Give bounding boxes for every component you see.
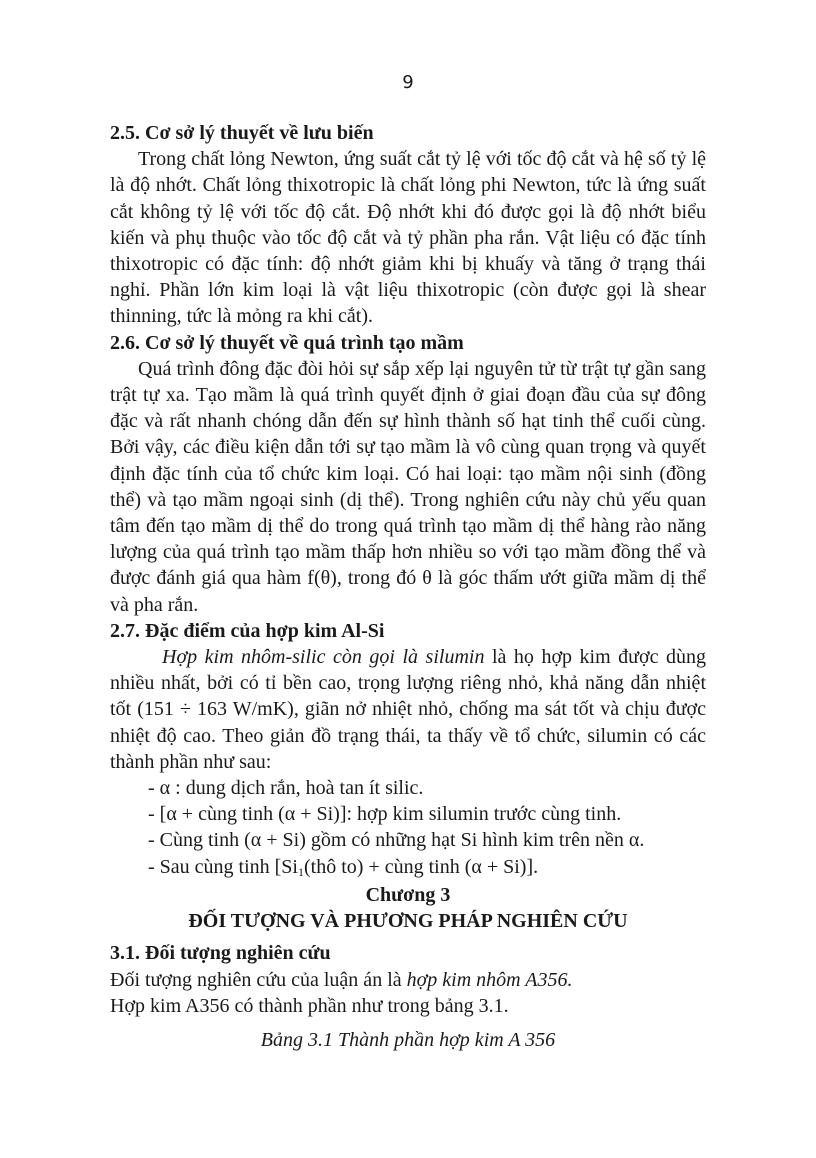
section-2-5-heading: 2.5. Cơ sở lý thuyết về lưu biến (110, 122, 374, 144)
italic-phrase: hợp kim nhôm A356. (406, 968, 573, 991)
line-text: Đối tượng nghiên cứu của luận án là (110, 968, 407, 991)
paragraph-rest: là họ hợp kim được dùng nhiều nhất, bởi có tỉ bền cao, trọng lượng riêng nhỏ, khả năng dẫn nhiệt tốt (151 ÷ 163 W/mK), giãn nở nhiệt nhỏ, chống ma sát tốt và chịu được nhiệt độ cao. Theo giản đồ trạng thái, ta thấy về tổ chức, silumin có các thành phần như sau: (110, 646, 706, 773)
section-2-5-paragraph: Trong chất lỏng Newton, ứng suất cắt tỷ lệ với tốc độ cắt và hệ số tỷ lệ là độ nhớt. Chất lỏng thixotropic là chất lỏng phi Newton, tức là ứng suất cắt không tỷ lệ với tốc độ cắt. Độ nhớt khi đó được gọi là độ nhớt biểu kiến và phụ thuộc vào tốc độ cắt và tỷ phần pha rắn. Vật liệu có đặc tính thixotropic có đặc tính: độ nhớt giảm khi bị khuấy và tăng ở trạng thái nghỉ. Phần lớn kim loại là vật liệu thixotropic (còn được gọi là shear thinning, tức là mỏng ra khi cắt). (110, 148, 706, 328)
chapter-title: ĐỐI TƯỢNG VÀ PHƯƠNG PHÁP NGHIÊN CỨU (188, 910, 628, 933)
italic-phrase: Hợp kim nhôm-silic còn gọi là silumin (162, 646, 485, 669)
list-item-text: - Sau cùng tinh [Si (148, 855, 298, 878)
table-caption: Bảng 3.1 Thành phần hợp kim A 356 (260, 1028, 556, 1051)
section-3-1-heading: 3.1. Đối tượng nghiên cứu (110, 942, 331, 965)
section-3-1-line-2: Hợp kim A356 có thành phần như trong bảng 3.1. (110, 994, 509, 1017)
document-body (110, 120, 706, 1073)
phase-list (110, 775, 706, 880)
list-item (110, 854, 706, 880)
list-item: - Cùng tinh (α + Si) gồm có những hạt Si hình kim trên nền α. (148, 829, 645, 852)
chapter-number: Chương 3 (365, 883, 451, 906)
section-2-7-heading: 2.7. Đặc điểm của hợp kim Al-Si (110, 619, 385, 642)
section-2-7-paragraph (110, 644, 706, 775)
section-3-1-line-1 (110, 967, 706, 993)
section-2-6-heading: 2.6. Cơ sở lý thuyết về quá trình tạo mầm (110, 331, 464, 354)
subscript: 1 (298, 864, 304, 879)
page-number: 9 (402, 72, 414, 93)
section-2-6-paragraph: Quá trình đông đặc đòi hỏi sự sắp xếp lại nguyên tử từ trật tự gần sang trật tự xa. Tạo mầm là quá trình quyết định ở giai đoạn đầu của sự đông đặc và rất nhanh chóng dẫn đến sự hình thành số hạt tinh thể cuối cùng. Bởi vậy, các điều kiện dẫn tới sự tạo mầm là vô cùng quan trọng và quyết định đặc tính của tổ chức kim loại. Có hai loại: tạo mầm nội sinh (đồng thể) và tạo mầm ngoại sinh (dị thể). Trong nghiên cứu này chủ yếu quan tâm đến tạo mầm dị thể do trong quá trình tạo mầm dị thể hàng rào năng lượng của quá trình tạo mầm thấp hơn nhiều so với tạo mầm đồng thể và được đánh giá qua hàm f(θ), trong đó θ là góc thấm ướt giữa mầm dị thể và pha rắn. (110, 357, 706, 616)
list-item-text: (thô to) + cùng tinh (α + Si)]. (304, 855, 539, 878)
list-item: - α : dung dịch rắn, hoà tan ít silic. (148, 777, 424, 800)
list-item: - [α + cùng tinh (α + Si)]: hợp kim silumin trước cùng tinh. (148, 803, 622, 826)
